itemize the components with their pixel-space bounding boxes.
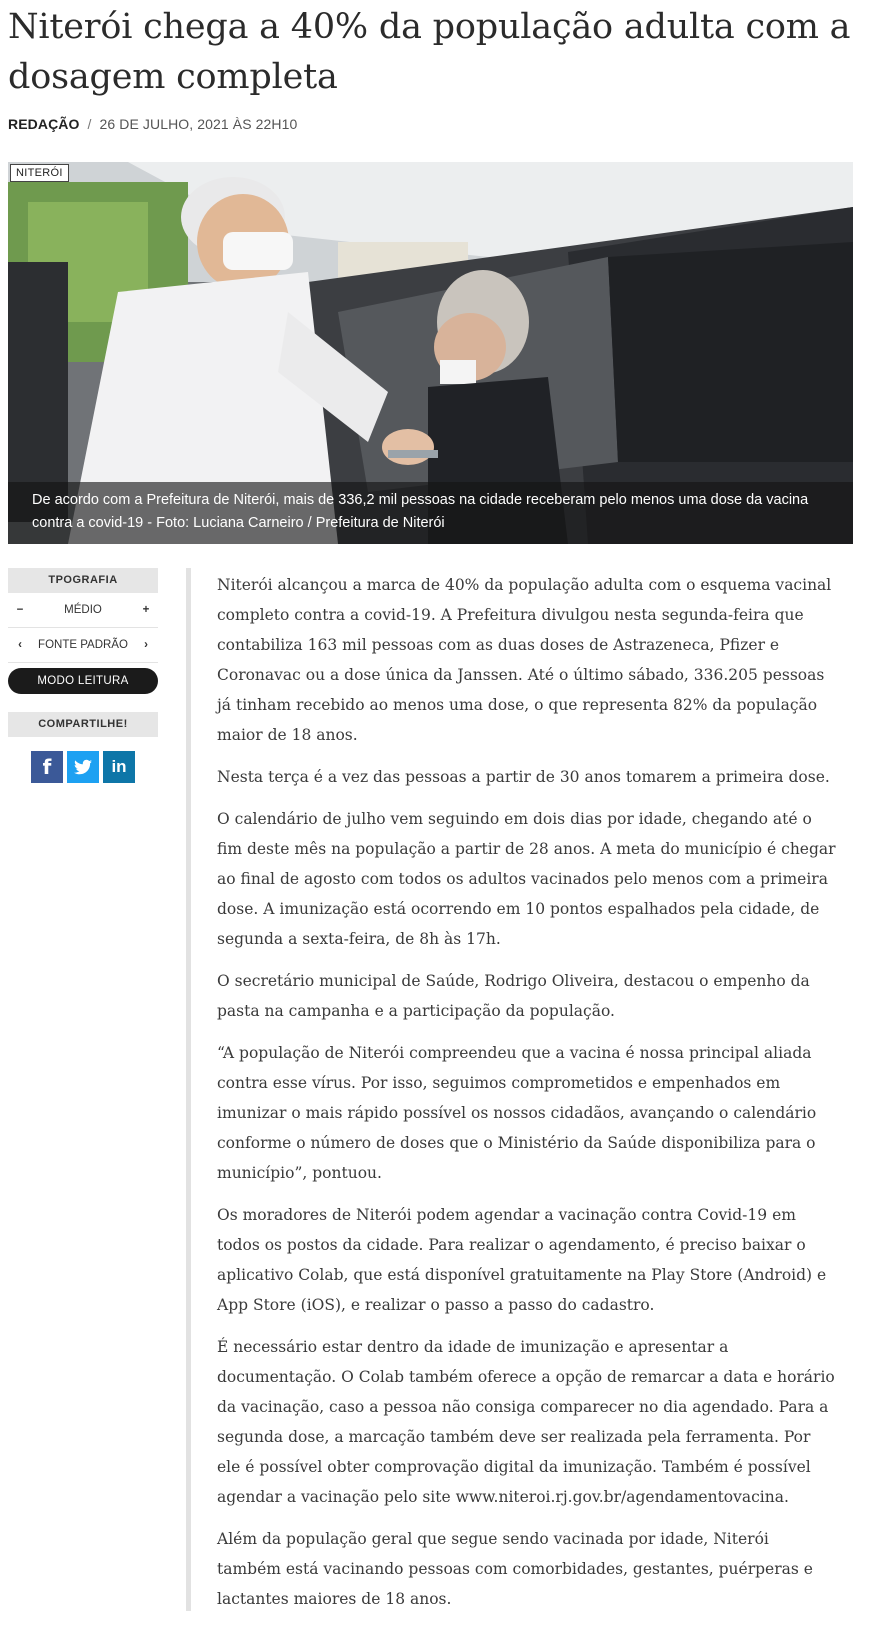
paragraph: “A população de Niterói compreendeu que a vacina é nossa principal aliada contra esse vírus. Por isso, seguimos comprometidos e empenhados em imunizar o mais rápido possível os nossos cidadãos, avançando o calendário conforme o número de doses que o Ministério da Saúde disponibiliza para o município”, pontuou. (217, 1044, 817, 1182)
facebook-icon[interactable]: f (31, 751, 63, 783)
reading-mode-button[interactable]: MODO LEITURA (8, 668, 158, 694)
font-family-value: FONTE PADRÃO (38, 639, 128, 651)
increase-font-size-button[interactable]: + (142, 604, 150, 616)
byline (8, 116, 297, 132)
paragraph: O secretário municipal de Saúde, Rodrigo Oliveira, destacou o empenho da pasta na campanha e a participação da população. (217, 972, 810, 1020)
decrease-font-size-button[interactable]: − (16, 604, 24, 616)
article-tools-sidebar (8, 568, 158, 783)
byline-separator: / (87, 116, 92, 132)
article-title: Niterói chega a 40% da população adulta com a dosagem completa (8, 7, 851, 97)
paragraph: Além da população geral que segue sendo vacinada por idade, Niterói também está vacinando pessoas com comorbidades, gestantes, puérperas e lactantes maiores de 18 anos. (217, 1530, 813, 1608)
article-body (217, 570, 837, 1626)
font-size-control (8, 593, 158, 628)
featured-photo (8, 162, 853, 544)
linkedin-icon[interactable]: in (103, 751, 135, 783)
font-family-control (8, 628, 158, 663)
paragraph: Nesta terça é a vez das pessoas a partir de 30 anos tomarem a primeira dose. (217, 768, 830, 786)
typography-heading: TPOGRAFIA (8, 568, 158, 593)
font-size-value: MÉDIO (64, 604, 102, 616)
paragraph: O calendário de julho vem seguindo em dois dias por idade, chegando até o fim deste mês na população a partir de 28 anos. A meta do município é chegar ao final de agosto com todos os adultos vacinados pelo menos com a primeira dose. A imunização está ocorrendo em 10 pontos espalhados pela cidade, de segunda a sexta-feira, de 8h às 17h. (217, 810, 836, 948)
paragraph: Niterói alcançou a marca de 40% da população adulta com o esquema vacinal completo contra a covid-19. A Prefeitura divulgou nesta segunda-feira que contabiliza 163 mil pessoas com as duas doses de Astrazeneca, Pfizer e Coronavac ou a dose única da Janssen. Até o último sábado, 336.205 pessoas já tinham recebido ao menos uma dose, o que representa 82% da população maior de 18 anos. (217, 576, 832, 744)
social-share-buttons (8, 751, 158, 783)
chevron-right-icon[interactable]: › (144, 639, 148, 651)
paragraph: É necessário estar dentro da idade de imunização e apresentar a documentação. O Colab também oferece a opção de remarcar a data e horário da vacinação, caso a pessoa não consiga comparecer no dia agendado. Para a segunda dose, a marcação também deve ser realizada pela ferramenta. Por ele é possível obter comprovação digital da imunização. Também é possível agendar a vacinação pelo site www.niteroi.rj.gov.br/agendamentovacina. (217, 1338, 835, 1506)
author-link[interactable]: REDAÇÃO (8, 116, 80, 132)
content-divider (186, 568, 191, 1611)
share-heading: COMPARTILHE! (8, 712, 158, 737)
category-tag[interactable]: NITERÓI (10, 164, 69, 182)
twitter-icon[interactable] (67, 751, 99, 783)
twitter-bird-icon (67, 751, 99, 783)
photo-caption: De acordo com a Prefeitura de Niterói, mais de 336,2 mil pessoas na cidade receberam pelo menos uma dose da vacina contra a covid-19 - Foto: Luciana Carneiro / Prefeitura de Niterói (8, 482, 853, 544)
chevron-left-icon[interactable]: ‹ (18, 639, 22, 651)
publish-date: 26 DE JULHO, 2021 ÀS 22H10 (99, 116, 298, 132)
paragraph: Os moradores de Niterói podem agendar a vacinação contra Covid-19 em todos os postos da cidade. Para realizar o agendamento, é preciso baixar o aplicativo Colab, que está disponível gratuitamente na Play Store (Android) e App Store (iOS), e realizar o passo a passo do cadastro. (217, 1206, 827, 1314)
